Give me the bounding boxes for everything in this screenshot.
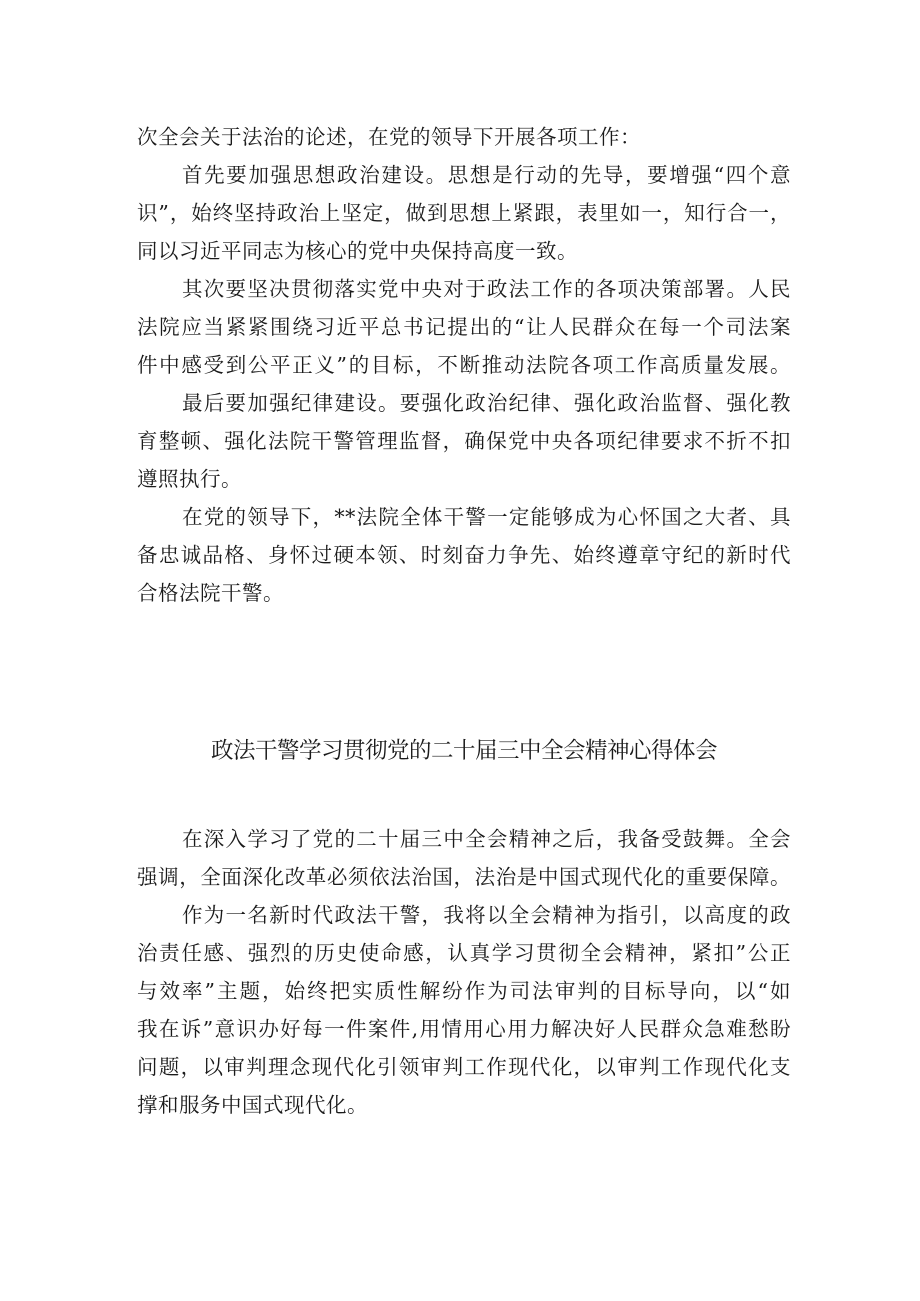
paragraph-line: 问题，以审判理念现代化引领审判工作现代化，以审判工作现代化支 (137, 1055, 791, 1079)
section-2 (137, 820, 791, 1124)
paragraph-line: 最后要加强纪律建设。要强化政治纪律、强化政治监督、强化教 (182, 391, 791, 415)
paragraph-line: 件中感受到公平正义”的目标，不断推动法院各项工作高质量发展。 (137, 353, 791, 377)
paragraph-line: 遵照执行。 (137, 467, 242, 491)
paragraph-line: 同以习近平同志为核心的党中央保持高度一致。 (137, 239, 578, 263)
paragraph-line: 治责任感、强烈的历史使命感，认真学习贯彻全会精神，紧扣”公正 (137, 941, 791, 965)
paragraph-line: 识”，始终坚持政治上坚定，做到思想上紧跟，表里如一，知行合一， (137, 201, 791, 225)
paragraph-line: 强调，全面深化改革必须依法治国，法治是中国式现代化的重要保障。 (137, 865, 791, 889)
paragraph-line: 作为一名新时代政法干警，我将以全会精神为指引，以高度的政 (182, 903, 791, 927)
paragraph-line: 次全会关于法治的论述，在党的领导下开展各项工作： (137, 125, 641, 149)
paragraph-line: 法院应当紧紧围绕习近平总书记提出的“让人民群众在每一个司法案 (137, 315, 791, 339)
article-title: 政法干警学习贯彻党的二十届三中全会精神心得体会 (210, 738, 717, 764)
paragraph-line: 合格法院干警。 (137, 581, 284, 605)
paragraph-line: 首先要加强思想政治建设。思想是行动的先导，要增强“四个意 (182, 163, 791, 187)
paragraph-line: 撑和服务中国式现代化。 (137, 1093, 368, 1117)
paragraph-line: 备忠诚品格、身怀过硬本领、时刻奋力争先、始终遵章守纪的新时代 (137, 543, 791, 567)
paragraph-line: 在党的领导下，**法院全体干警一定能够成为心怀国之大者、具 (182, 505, 791, 529)
paragraph-line: 与效率”主题，始终把实质性解纷作为司法审判的目标导向，以“如 (137, 979, 791, 1003)
paragraph-line: 我在诉”意识办好每一件案件,用情用心用力解决好人民群众急难愁盼 (137, 1017, 791, 1041)
paragraph-line: 在深入学习了党的二十届三中全会精神之后，我备受鼓舞。全会 (182, 827, 791, 851)
paragraph-line: 育整顿、强化法院干警管理监督，确保党中央各项纪律要求不折不扣 (137, 429, 791, 453)
section-1 (137, 118, 791, 612)
paragraph-line: 其次要坚决贯彻落实党中央对于政法工作的各项决策部署。人民 (182, 277, 791, 301)
